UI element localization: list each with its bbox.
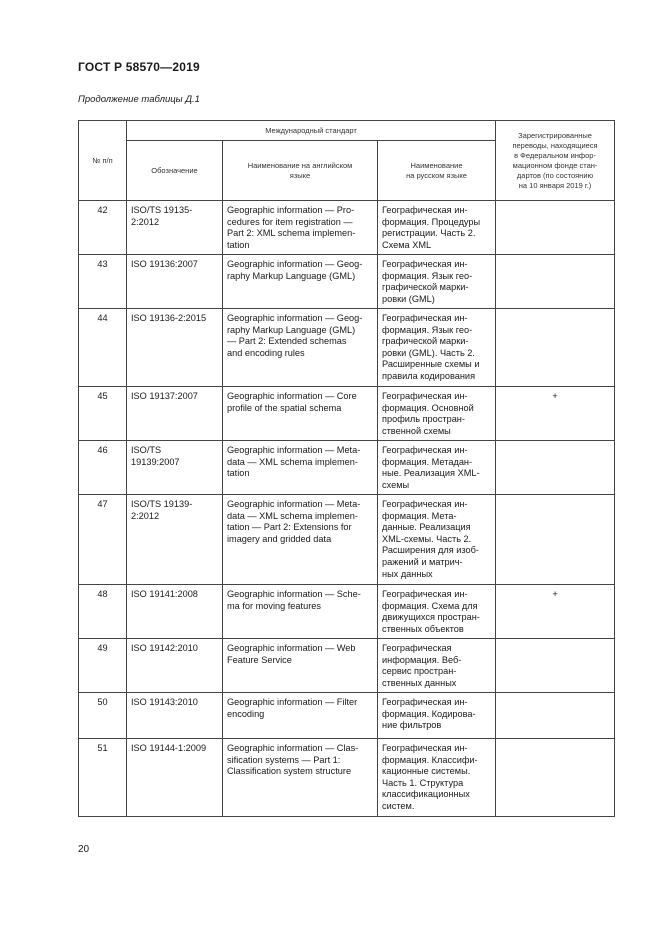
table-row [79, 201, 615, 255]
row-designation-cell [127, 441, 223, 495]
header-registered: Зарегистрированные переводы, находящиеся в Федеральном инфор- мационном фонде стан- дартов (по состоянию на 10 января 2019 г.) [496, 121, 615, 201]
row-name-ru-cell-text: Географическая ин- формация. Язык гео- графической марки- ровки (GML) [382, 259, 473, 304]
row-name-en-cell [223, 255, 378, 309]
row-name-en-cell-text: Geographic information — Meta- data — XML schema implemen- tation — Part 2: Extensions for imagery and gridded data [227, 499, 361, 544]
row-name-en-cell [223, 441, 378, 495]
row-designation-cell-text: ISO 19136-2:2015 [131, 313, 207, 323]
row-num-cell-text: 47 [97, 499, 108, 509]
row-name-en-cell-text: Geographic information — Core profile of the spatial schema [227, 391, 357, 413]
row-designation-cell-text: ISO/TS 19139:2007 [131, 445, 180, 467]
table-row [79, 585, 615, 639]
row-designation-cell-text: ISO 19143:2010 [131, 697, 198, 707]
row-num-cell-text: 50 [97, 697, 108, 707]
row-num-cell-text: 45 [97, 391, 108, 401]
page-number: 20 [78, 844, 90, 855]
header-international-standard: Международный стандарт [127, 121, 496, 141]
row-designation-cell-text: ISO 19141:2008 [131, 589, 198, 599]
row-designation-cell [127, 201, 223, 255]
row-name-ru-cell-text: Географическая ин- формация. Основной профиль простран- ственной схемы [382, 391, 474, 436]
row-designation-cell-text: ISO 19137:2007 [131, 391, 198, 401]
row-registered-cell [496, 739, 615, 817]
row-num-cell-text: 43 [97, 259, 108, 269]
row-num-cell [79, 739, 127, 817]
table-row [79, 739, 615, 817]
table-caption: Продолжение таблицы Д.1 [78, 94, 200, 105]
row-num-cell-text: 42 [97, 205, 108, 215]
header-designation: Обозначение [127, 141, 223, 201]
row-num-cell-text: 49 [97, 643, 108, 653]
row-name-ru-cell [378, 495, 496, 585]
row-designation-cell-text: ISO 19142:2010 [131, 643, 198, 653]
table-body [79, 201, 615, 817]
row-name-en-cell-text: Geographic information — Geog- raphy Markup Language (GML) [227, 259, 363, 281]
header-name-en: Наименование на английском языке [223, 141, 378, 201]
row-name-en-cell [223, 739, 378, 817]
table-row [79, 387, 615, 441]
row-designation-cell [127, 387, 223, 441]
header-num: № п/п [79, 121, 127, 201]
row-num-cell [79, 585, 127, 639]
row-name-ru-cell [378, 441, 496, 495]
row-registered-cell [496, 639, 615, 693]
row-name-en-cell-text: Geographic information — Web Feature Service [227, 643, 356, 665]
row-num-cell-text: 51 [97, 743, 108, 753]
row-registered-cell-text: + [552, 589, 558, 599]
row-name-en-cell-text: Geographic information — Filter encoding [227, 697, 358, 719]
row-name-ru-cell-text: Географическая ин- формация. Схема для движущихся простран- ственных объектов [382, 589, 480, 634]
row-registered-cell [496, 201, 615, 255]
row-name-ru-cell [378, 309, 496, 387]
row-name-ru-cell [378, 693, 496, 739]
row-name-ru-cell-text: Географическая ин- формация. Метадан- ные. Реализация XML- схемы [382, 445, 480, 490]
row-name-ru-cell-text: Географическая ин- формация. Мета- данные. Реализация XML-схемы. Часть 2. Расширения для изоб- ражений и матрич- ных данных [382, 499, 479, 579]
row-num-cell-text: 48 [97, 589, 108, 599]
table-row [79, 693, 615, 739]
row-num-cell [79, 255, 127, 309]
row-registered-cell [496, 387, 615, 441]
table-row [79, 309, 615, 387]
row-num-cell-text: 46 [97, 445, 108, 455]
row-name-ru-cell [378, 639, 496, 693]
row-num-cell-text: 44 [97, 313, 108, 323]
row-name-en-cell-text: Geographic information — Pro- cedures for item registration — Part 2: XML schema implemen- tation [227, 205, 356, 250]
table-row [79, 495, 615, 585]
row-num-cell [79, 639, 127, 693]
row-designation-cell [127, 585, 223, 639]
row-registered-cell-text: + [552, 391, 558, 401]
row-name-ru-cell [378, 255, 496, 309]
row-name-en-cell [223, 693, 378, 739]
table-header [79, 121, 615, 201]
row-num-cell [79, 495, 127, 585]
row-name-ru-cell-text: Географическая ин- формация. Классифи- кационные системы. Часть 1. Структура классификационных систем. [382, 743, 478, 811]
row-num-cell [79, 201, 127, 255]
row-name-en-cell-text: Geographic information — Clas- sification systems — Part 1: Classification system structure [227, 743, 359, 777]
row-designation-cell [127, 255, 223, 309]
row-name-ru-cell [378, 387, 496, 441]
row-name-en-cell-text: Geographic information — Meta- data — XML schema implemen- tation [227, 445, 361, 479]
standards-table [78, 120, 615, 817]
row-name-en-cell [223, 309, 378, 387]
row-name-en-cell [223, 387, 378, 441]
row-name-ru-cell [378, 585, 496, 639]
row-name-en-cell [223, 639, 378, 693]
document-title: ГОСТ Р 58570—2019 [78, 60, 200, 74]
table-row [79, 639, 615, 693]
row-registered-cell [496, 441, 615, 495]
row-name-ru-cell [378, 201, 496, 255]
row-num-cell [79, 693, 127, 739]
row-name-ru-cell-text: Географическая ин- формация. Язык гео- графической марки- ровки (GML). Часть 2. Расширенные схемы и правила кодирования [382, 313, 480, 381]
row-designation-cell [127, 639, 223, 693]
table-row [79, 255, 615, 309]
row-designation-cell-text: ISO/TS 19135- 2:2012 [131, 205, 193, 227]
row-designation-cell [127, 693, 223, 739]
row-name-ru-cell [378, 739, 496, 817]
row-name-en-cell [223, 495, 378, 585]
row-designation-cell-text: ISO/TS 19139- 2:2012 [131, 499, 193, 521]
row-designation-cell [127, 309, 223, 387]
row-registered-cell [496, 309, 615, 387]
row-registered-cell [496, 693, 615, 739]
row-name-en-cell [223, 201, 378, 255]
row-num-cell [79, 441, 127, 495]
row-name-en-cell [223, 585, 378, 639]
row-registered-cell [496, 585, 615, 639]
row-name-ru-cell-text: Географическая ин- формация. Кодирова- ние фильтров [382, 697, 476, 731]
row-designation-cell [127, 739, 223, 817]
row-designation-cell-text: ISO 19144-1:2009 [131, 743, 207, 753]
row-name-en-cell-text: Geographic information — Sche- ma for moving features [227, 589, 361, 611]
row-registered-cell [496, 495, 615, 585]
table-row [79, 441, 615, 495]
row-designation-cell-text: ISO 19136:2007 [131, 259, 198, 269]
row-name-ru-cell-text: Географическая информация. Веб- сервис простран- ственных данных [382, 643, 462, 688]
row-registered-cell [496, 255, 615, 309]
row-num-cell [79, 387, 127, 441]
row-num-cell [79, 309, 127, 387]
row-designation-cell [127, 495, 223, 585]
row-name-ru-cell-text: Географическая ин- формация. Процедуры регистрации. Часть 2. Схема XML [382, 205, 481, 250]
header-name-ru: Наименование на русском языке [378, 141, 496, 201]
row-name-en-cell-text: Geographic information — Geog- raphy Markup Language (GML) — Part 2: Extended schemas and encoding rules [227, 313, 363, 358]
